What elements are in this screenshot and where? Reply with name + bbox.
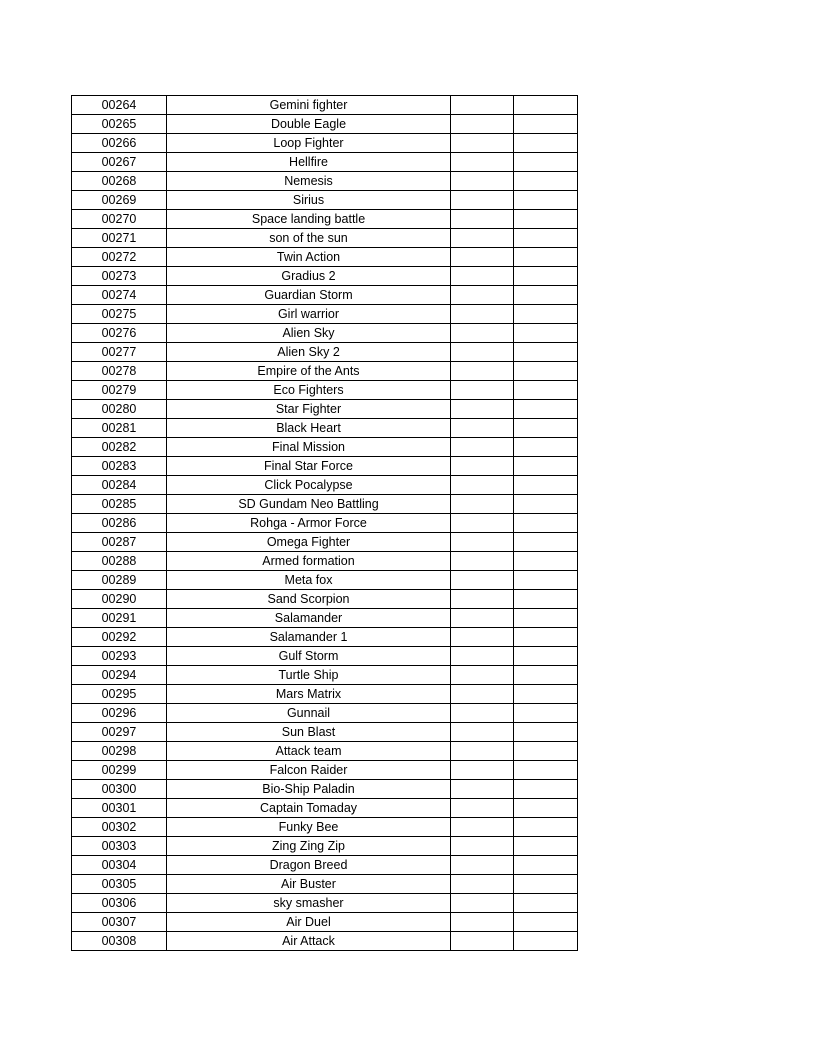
game-title-cell: Black Heart — [167, 419, 451, 438]
game-id-cell: 00308 — [72, 932, 167, 951]
game-title-cell: Sand Scorpion — [167, 590, 451, 609]
empty-cell — [514, 115, 578, 134]
game-id-cell: 00288 — [72, 552, 167, 571]
empty-cell — [514, 324, 578, 343]
game-id-cell: 00270 — [72, 210, 167, 229]
game-id-cell: 00297 — [72, 723, 167, 742]
game-id-cell: 00307 — [72, 913, 167, 932]
game-id-cell: 00278 — [72, 362, 167, 381]
empty-cell — [514, 761, 578, 780]
game-title-cell: Twin Action — [167, 248, 451, 267]
game-id-cell: 00298 — [72, 742, 167, 761]
empty-cell — [514, 381, 578, 400]
table-row — [72, 932, 578, 951]
empty-cell — [514, 134, 578, 153]
empty-cell — [514, 609, 578, 628]
empty-cell — [451, 419, 514, 438]
empty-cell — [514, 799, 578, 818]
empty-cell — [451, 609, 514, 628]
table-row — [72, 666, 578, 685]
empty-cell — [514, 780, 578, 799]
table-row — [72, 305, 578, 324]
empty-cell — [451, 818, 514, 837]
game-id-cell: 00279 — [72, 381, 167, 400]
game-id-cell: 00292 — [72, 628, 167, 647]
game-title-cell: Falcon Raider — [167, 761, 451, 780]
game-title-cell: Salamander 1 — [167, 628, 451, 647]
empty-cell — [514, 875, 578, 894]
game-id-cell: 00290 — [72, 590, 167, 609]
table-row — [72, 153, 578, 172]
empty-cell — [451, 533, 514, 552]
empty-cell — [514, 191, 578, 210]
empty-cell — [451, 343, 514, 362]
game-id-cell: 00300 — [72, 780, 167, 799]
empty-cell — [514, 248, 578, 267]
game-title-cell: Hellfire — [167, 153, 451, 172]
empty-cell — [514, 628, 578, 647]
table-row — [72, 799, 578, 818]
game-id-cell: 00272 — [72, 248, 167, 267]
empty-cell — [451, 229, 514, 248]
game-id-cell: 00302 — [72, 818, 167, 837]
empty-cell — [451, 647, 514, 666]
table-row — [72, 324, 578, 343]
game-title-cell: Air Duel — [167, 913, 451, 932]
empty-cell — [514, 837, 578, 856]
table-row — [72, 400, 578, 419]
empty-cell — [514, 894, 578, 913]
game-title-cell: Captain Tomaday — [167, 799, 451, 818]
game-title-cell: Final Star Force — [167, 457, 451, 476]
table-row — [72, 818, 578, 837]
table-row — [72, 704, 578, 723]
game-title-cell: Alien Sky 2 — [167, 343, 451, 362]
empty-cell — [451, 305, 514, 324]
table-row — [72, 742, 578, 761]
empty-cell — [451, 685, 514, 704]
game-title-cell: sky smasher — [167, 894, 451, 913]
empty-cell — [451, 932, 514, 951]
empty-cell — [451, 628, 514, 647]
empty-cell — [451, 362, 514, 381]
game-id-cell: 00277 — [72, 343, 167, 362]
empty-cell — [451, 552, 514, 571]
table-row — [72, 457, 578, 476]
game-id-cell: 00289 — [72, 571, 167, 590]
empty-cell — [451, 134, 514, 153]
empty-cell — [451, 153, 514, 172]
game-title-cell: Space landing battle — [167, 210, 451, 229]
game-title-cell: Nemesis — [167, 172, 451, 191]
empty-cell — [451, 666, 514, 685]
game-id-cell: 00274 — [72, 286, 167, 305]
table-row — [72, 362, 578, 381]
game-title-cell: Omega Fighter — [167, 533, 451, 552]
empty-cell — [451, 495, 514, 514]
table-row — [72, 571, 578, 590]
table-row — [72, 856, 578, 875]
empty-cell — [514, 438, 578, 457]
game-id-cell: 00280 — [72, 400, 167, 419]
table-row — [72, 115, 578, 134]
game-id-cell: 00296 — [72, 704, 167, 723]
empty-cell — [514, 856, 578, 875]
table-row — [72, 172, 578, 191]
empty-cell — [451, 799, 514, 818]
game-title-cell: Gemini fighter — [167, 96, 451, 115]
empty-cell — [514, 666, 578, 685]
game-id-cell: 00301 — [72, 799, 167, 818]
empty-cell — [451, 96, 514, 115]
empty-cell — [451, 856, 514, 875]
game-title-cell: Turtle Ship — [167, 666, 451, 685]
game-id-cell: 00284 — [72, 476, 167, 495]
table-row — [72, 875, 578, 894]
empty-cell — [451, 172, 514, 191]
game-title-cell: Sirius — [167, 191, 451, 210]
game-title-cell: Zing Zing Zip — [167, 837, 451, 856]
table-row — [72, 343, 578, 362]
empty-cell — [514, 457, 578, 476]
empty-cell — [514, 286, 578, 305]
empty-cell — [451, 837, 514, 856]
game-id-cell: 00265 — [72, 115, 167, 134]
empty-cell — [451, 476, 514, 495]
game-id-cell: 00271 — [72, 229, 167, 248]
empty-cell — [514, 96, 578, 115]
game-title-cell: Meta fox — [167, 571, 451, 590]
table-row — [72, 229, 578, 248]
table-row — [72, 286, 578, 305]
game-id-cell: 00269 — [72, 191, 167, 210]
empty-cell — [451, 115, 514, 134]
empty-cell — [514, 495, 578, 514]
table-row — [72, 476, 578, 495]
game-id-cell: 00295 — [72, 685, 167, 704]
game-title-cell: Gulf Storm — [167, 647, 451, 666]
game-title-cell: Double Eagle — [167, 115, 451, 134]
table-row — [72, 780, 578, 799]
table-row — [72, 495, 578, 514]
empty-cell — [451, 381, 514, 400]
game-title-cell: SD Gundam Neo Battling — [167, 495, 451, 514]
game-id-cell: 00281 — [72, 419, 167, 438]
game-title-cell: Click Pocalypse — [167, 476, 451, 495]
empty-cell — [451, 324, 514, 343]
game-title-cell: Empire of the Ants — [167, 362, 451, 381]
empty-cell — [514, 818, 578, 837]
empty-cell — [514, 685, 578, 704]
game-list-body — [72, 96, 578, 951]
game-id-cell: 00305 — [72, 875, 167, 894]
table-row — [72, 552, 578, 571]
game-id-cell: 00304 — [72, 856, 167, 875]
empty-cell — [451, 286, 514, 305]
game-id-cell: 00293 — [72, 647, 167, 666]
empty-cell — [451, 761, 514, 780]
empty-cell — [514, 229, 578, 248]
game-id-cell: 00285 — [72, 495, 167, 514]
table-row — [72, 96, 578, 115]
empty-cell — [514, 932, 578, 951]
game-id-cell: 00282 — [72, 438, 167, 457]
game-title-cell: Air Attack — [167, 932, 451, 951]
empty-cell — [451, 514, 514, 533]
table-row — [72, 438, 578, 457]
table-row — [72, 837, 578, 856]
table-row — [72, 590, 578, 609]
game-id-cell: 00291 — [72, 609, 167, 628]
table-row — [72, 134, 578, 153]
game-title-cell: Eco Fighters — [167, 381, 451, 400]
game-list-table — [71, 95, 578, 951]
table-row — [72, 419, 578, 438]
game-title-cell: Attack team — [167, 742, 451, 761]
game-title-cell: Rohga - Armor Force — [167, 514, 451, 533]
empty-cell — [514, 362, 578, 381]
empty-cell — [451, 267, 514, 286]
table-row — [72, 191, 578, 210]
game-title-cell: Mars Matrix — [167, 685, 451, 704]
empty-cell — [514, 514, 578, 533]
empty-cell — [514, 647, 578, 666]
table-row — [72, 761, 578, 780]
empty-cell — [514, 210, 578, 229]
table-row — [72, 685, 578, 704]
game-title-cell: Girl warrior — [167, 305, 451, 324]
empty-cell — [514, 913, 578, 932]
game-title-cell: Funky Bee — [167, 818, 451, 837]
empty-cell — [514, 533, 578, 552]
game-id-cell: 00306 — [72, 894, 167, 913]
game-title-cell: Star Fighter — [167, 400, 451, 419]
table-row — [72, 381, 578, 400]
empty-cell — [514, 571, 578, 590]
empty-cell — [451, 438, 514, 457]
empty-cell — [451, 400, 514, 419]
table-row — [72, 894, 578, 913]
empty-cell — [514, 343, 578, 362]
empty-cell — [451, 210, 514, 229]
empty-cell — [451, 723, 514, 742]
game-title-cell: Air Buster — [167, 875, 451, 894]
empty-cell — [514, 400, 578, 419]
game-id-cell: 00266 — [72, 134, 167, 153]
table-row — [72, 609, 578, 628]
table-row — [72, 267, 578, 286]
empty-cell — [514, 742, 578, 761]
empty-cell — [514, 704, 578, 723]
empty-cell — [451, 780, 514, 799]
game-title-cell: Armed formation — [167, 552, 451, 571]
game-title-cell: Bio-Ship Paladin — [167, 780, 451, 799]
empty-cell — [514, 476, 578, 495]
game-title-cell: Sun Blast — [167, 723, 451, 742]
game-title-cell: Final Mission — [167, 438, 451, 457]
game-title-cell: Guardian Storm — [167, 286, 451, 305]
table-row — [72, 248, 578, 267]
game-id-cell: 00268 — [72, 172, 167, 191]
game-id-cell: 00283 — [72, 457, 167, 476]
table-row — [72, 210, 578, 229]
game-title-cell: Gradius 2 — [167, 267, 451, 286]
empty-cell — [451, 742, 514, 761]
table-row — [72, 913, 578, 932]
game-title-cell: Gunnail — [167, 704, 451, 723]
table-row — [72, 514, 578, 533]
empty-cell — [451, 875, 514, 894]
table-row — [72, 723, 578, 742]
game-id-cell: 00294 — [72, 666, 167, 685]
empty-cell — [451, 457, 514, 476]
table-row — [72, 628, 578, 647]
game-title-cell: Loop Fighter — [167, 134, 451, 153]
empty-cell — [514, 267, 578, 286]
empty-cell — [514, 723, 578, 742]
game-id-cell: 00267 — [72, 153, 167, 172]
game-id-cell: 00287 — [72, 533, 167, 552]
empty-cell — [451, 894, 514, 913]
game-id-cell: 00275 — [72, 305, 167, 324]
empty-cell — [451, 248, 514, 267]
empty-cell — [514, 305, 578, 324]
game-id-cell: 00299 — [72, 761, 167, 780]
empty-cell — [514, 153, 578, 172]
empty-cell — [514, 172, 578, 191]
game-title-cell: Alien Sky — [167, 324, 451, 343]
game-id-cell: 00303 — [72, 837, 167, 856]
game-title-cell: Dragon Breed — [167, 856, 451, 875]
game-id-cell: 00286 — [72, 514, 167, 533]
empty-cell — [451, 571, 514, 590]
empty-cell — [451, 913, 514, 932]
game-id-cell: 00273 — [72, 267, 167, 286]
empty-cell — [451, 191, 514, 210]
empty-cell — [514, 552, 578, 571]
empty-cell — [514, 419, 578, 438]
empty-cell — [514, 590, 578, 609]
game-title-cell: son of the sun — [167, 229, 451, 248]
table-row — [72, 533, 578, 552]
table-row — [72, 647, 578, 666]
empty-cell — [451, 590, 514, 609]
empty-cell — [451, 704, 514, 723]
game-id-cell: 00276 — [72, 324, 167, 343]
game-id-cell: 00264 — [72, 96, 167, 115]
game-title-cell: Salamander — [167, 609, 451, 628]
